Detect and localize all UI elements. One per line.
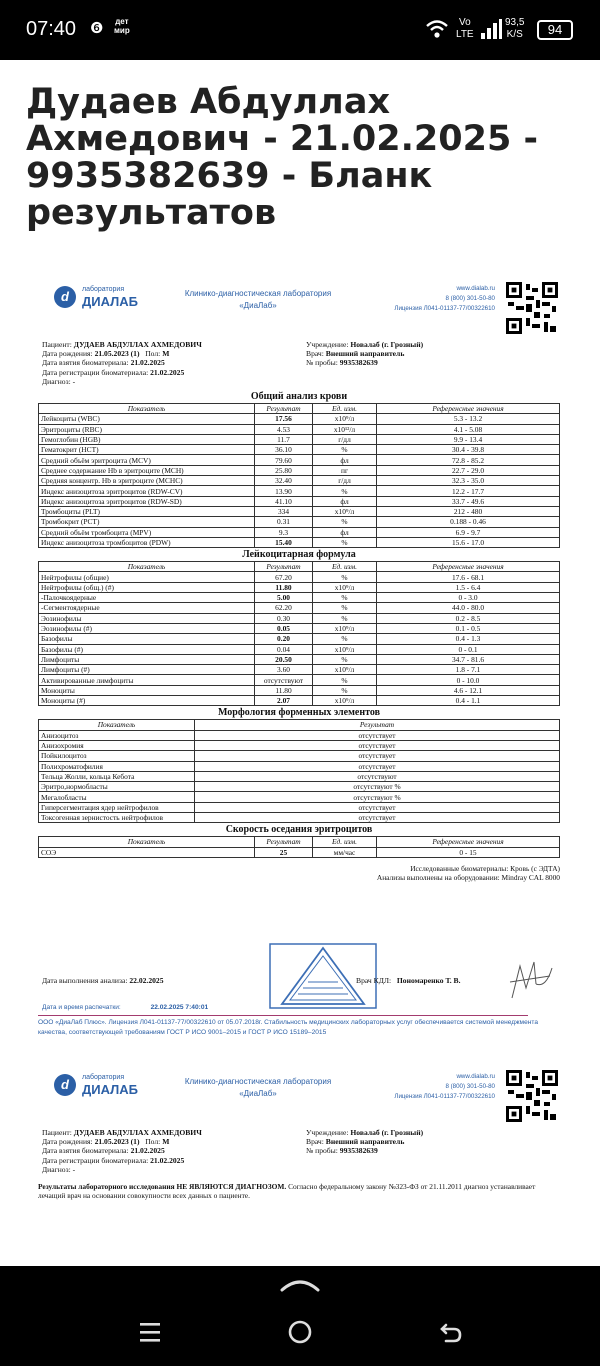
battery-icon: 94 xyxy=(537,20,573,40)
reference-cell: 0.4 - 1.1 xyxy=(377,696,560,706)
reference-cell: 4.1 - 5.08 xyxy=(377,424,560,434)
sample-date-label: Дата взятия биоматериала: xyxy=(42,1146,129,1156)
reg-date-label: Дата регистрации биоматериала: xyxy=(42,367,149,377)
table-row xyxy=(39,537,560,547)
app-label-1: дет xyxy=(115,17,129,26)
indicator-cell: Лейкоциты (WBC) xyxy=(39,414,255,424)
result-cell: 20.50 xyxy=(255,654,313,664)
result-cell: 0.31 xyxy=(255,517,313,527)
indicator-cell: Индекс анизоцитоза эритроцитов (RDW-CV) xyxy=(39,486,255,496)
sample-no-label: № пробы: xyxy=(306,358,338,368)
result-cell: 36.10 xyxy=(255,445,313,455)
col-unit: Ед. изм. xyxy=(313,404,377,414)
unit-cell: мм/час xyxy=(313,847,377,857)
indicator-cell: Пойкилоцитоз xyxy=(39,751,195,761)
notes xyxy=(38,858,560,888)
lab-description-line2: «ДиаЛаб» xyxy=(239,1089,277,1098)
result-cell: 25.80 xyxy=(255,465,313,475)
sex-label: Пол: xyxy=(145,1137,161,1147)
col-indicator: Показатель xyxy=(39,837,255,847)
unit-cell: % xyxy=(313,603,377,613)
result-cell: 11.7 xyxy=(255,434,313,444)
app-label-2: мир xyxy=(114,26,130,35)
unit-cell: фл xyxy=(313,455,377,465)
reference-cell: 0.1 - 0.5 xyxy=(377,623,560,633)
result-cell: 15.40 xyxy=(255,537,313,547)
doctor-label: Врач: xyxy=(306,1137,324,1147)
unit-cell: г/дл xyxy=(313,476,377,486)
sample-date-label: Дата взятия биоматериала: xyxy=(42,358,129,368)
indicator-cell: Эритроциты (RBC) xyxy=(39,424,255,434)
clock: 07:40 xyxy=(26,18,77,40)
indicator-cell: Лимфоциты xyxy=(39,654,255,664)
reference-cell: 32.3 - 35.0 xyxy=(377,476,560,486)
dob-value: 21.05.2023 (1) xyxy=(94,349,140,359)
reference-cell: 34.7 - 81.6 xyxy=(377,654,560,664)
back-icon[interactable] xyxy=(438,1319,464,1345)
report-page-1 xyxy=(38,278,560,888)
result-cell: отсутствуют % xyxy=(195,782,560,792)
qr-code-icon xyxy=(506,1070,558,1122)
unit-cell: % xyxy=(313,634,377,644)
unit-cell: % xyxy=(313,654,377,664)
result-cell: 0.04 xyxy=(255,644,313,654)
lab-logo-icon: d xyxy=(54,286,76,308)
kdl-doctor-label: Врач КДЛ: xyxy=(356,976,392,985)
result-cell: 0.30 xyxy=(255,613,313,623)
sample-no-value: 9935382639 xyxy=(339,1146,378,1156)
table-row xyxy=(39,675,560,685)
col-indicator: Показатель xyxy=(39,720,195,730)
indicator-cell: Моноциты (#) xyxy=(39,696,255,706)
unit-cell: % xyxy=(313,593,377,603)
table-row xyxy=(39,696,560,706)
sample-date: 21.02.2025 xyxy=(130,1146,165,1156)
unit-cell: фл xyxy=(313,527,377,537)
reference-cell: 1.8 - 7.1 xyxy=(377,665,560,675)
signature-area xyxy=(38,940,560,1060)
result-cell: 0.05 xyxy=(255,623,313,633)
unit-cell: фл xyxy=(313,496,377,506)
morph-rows xyxy=(39,730,560,823)
table-row xyxy=(39,761,560,771)
lab-description-line1: Клинико-диагностическая лаборатория xyxy=(184,289,332,298)
esr-table xyxy=(38,836,560,858)
network-vo: Vo xyxy=(458,17,471,28)
result-cell: отсутствует xyxy=(195,730,560,740)
table-row xyxy=(39,782,560,792)
unit-cell: % xyxy=(313,445,377,455)
indicator-cell: Моноциты xyxy=(39,685,255,695)
wifi-icon xyxy=(425,18,449,40)
result-cell: 17.56 xyxy=(255,414,313,424)
doctor-value: Внешний направитель xyxy=(325,1137,405,1147)
reference-cell: 212 - 480 xyxy=(377,506,560,516)
col-result: Результат xyxy=(255,837,313,847)
indicator-cell: Гемоглобин (HGB) xyxy=(39,434,255,444)
navigation-bar xyxy=(0,1266,600,1366)
reference-cell: 44.0 - 80.0 xyxy=(377,603,560,613)
result-cell: 0.20 xyxy=(255,634,313,644)
indicator-cell: Анизоцитоз xyxy=(39,730,195,740)
unit-cell: % xyxy=(313,685,377,695)
col-indicator: Показатель xyxy=(39,562,255,572)
unit-cell: x10⁹/л xyxy=(313,414,377,424)
table-row xyxy=(39,414,560,424)
col-result: Результат xyxy=(255,404,313,414)
indicator-cell: Лимфоциты (#) xyxy=(39,665,255,675)
indicator-cell: Анизохромия xyxy=(39,740,195,750)
result-cell: отсутствуют xyxy=(195,771,560,781)
indicator-cell: Эритро,нормобласты xyxy=(39,782,195,792)
cbc-title: Общий анализ крови xyxy=(250,391,348,402)
reference-cell: 0.2 - 8.5 xyxy=(377,613,560,623)
unit-cell: % xyxy=(313,537,377,547)
table-header-row xyxy=(39,720,560,730)
dob-value: 21.05.2023 (1) xyxy=(94,1137,140,1147)
patient-name: ДУДАЕВ АБДУЛЛАХ АХМЕДОВИЧ xyxy=(73,1128,202,1137)
result-cell: 334 xyxy=(255,506,313,516)
indicator-cell: Средний объём тромбоцита (MPV) xyxy=(39,527,255,537)
col-reference: Референсные значения xyxy=(377,404,560,414)
footer-text: ООО «ДиаЛаб Плюс». Лицензия Л041-01137-77/00322610 от 05.07.2018г. Стабильность медицинских лабораторных услуг обеспечивается системой менеджмента качества, соответствующей требованиям ГОСТ Р ИСО 9001–2015 и ГОСТ Р ИСО 15189–2015 xyxy=(38,1019,539,1036)
table-row xyxy=(39,527,560,537)
patient-name-label: Пациент: xyxy=(42,340,72,349)
table-row xyxy=(39,812,560,822)
col-result: Результат xyxy=(255,562,313,572)
indicator-cell: Индекс анизоцитоза тромбоцитов (PDW) xyxy=(39,537,255,547)
result-cell: отсутствует xyxy=(195,761,560,771)
reference-cell: 33.7 - 49.6 xyxy=(377,496,560,506)
qr-code-icon xyxy=(506,282,558,334)
table-row xyxy=(39,593,560,603)
kdl-doctor-line xyxy=(356,976,461,985)
reference-cell: 0.4 - 1.3 xyxy=(377,634,560,644)
table-row xyxy=(39,424,560,434)
unit-cell: x10¹²/л xyxy=(313,424,377,434)
institution-label: Учреждение: xyxy=(306,340,349,349)
sample-date: 21.02.2025 xyxy=(130,358,165,368)
indicator-cell: Тельца Жолли, кольца Кебота xyxy=(39,771,195,781)
reg-date: 21.02.2025 xyxy=(150,1155,185,1165)
unit-cell: пг xyxy=(313,465,377,475)
cbc-rows xyxy=(39,414,560,548)
result-cell: отсутствуют xyxy=(255,675,313,685)
lab-header xyxy=(38,1066,560,1126)
lab-contacts xyxy=(348,1072,495,1102)
table-row xyxy=(39,496,560,506)
logo-small-text: лаборатория xyxy=(82,1074,125,1081)
sex-value: М xyxy=(162,1137,170,1147)
indicator-cell: Активированные лимфоциты xyxy=(39,675,255,685)
execution-date-label: Дата выполнения анализа: xyxy=(42,976,128,985)
indicator-cell: Средняя концентр. Hb в эритроците (MCHC) xyxy=(39,476,255,486)
reg-date-label: Дата регистрации биоматериала: xyxy=(42,1155,149,1165)
table-row xyxy=(39,751,560,761)
indicator-cell: Базофилы xyxy=(39,634,255,644)
lab-description xyxy=(168,1076,348,1100)
leuko-title: Лейкоцитарная формула xyxy=(242,549,356,561)
network-type xyxy=(456,17,474,41)
unit-cell: г/дл xyxy=(313,434,377,444)
table-row xyxy=(39,665,560,675)
lab-website: www.dialab.ru xyxy=(456,285,495,292)
table-row xyxy=(39,740,560,750)
result-cell: отсутствуют % xyxy=(195,792,560,802)
reference-cell: 15.6 - 17.0 xyxy=(377,537,560,547)
col-reference: Референсные значения xyxy=(377,562,560,572)
indicator-cell: Тромбоциты (PLT) xyxy=(39,506,255,516)
unit-cell: x10⁹/л xyxy=(313,644,377,654)
unit-cell: x10⁹/л xyxy=(313,623,377,633)
reg-date: 21.02.2025 xyxy=(150,367,185,377)
indicator-cell: Среднее содержание Hb в эритроците (MCH) xyxy=(39,465,255,475)
indicator-cell: Токсогенная зернистость нейтрофилов xyxy=(39,812,195,822)
lab-website: www.dialab.ru xyxy=(456,1073,495,1080)
table-row xyxy=(39,486,560,496)
reference-cell: 0.188 - 0.46 xyxy=(377,517,560,527)
result-cell: 3.60 xyxy=(255,665,313,675)
reference-cell: 5.3 - 13.2 xyxy=(377,414,560,424)
sample-no-label: № пробы: xyxy=(306,1146,338,1156)
lab-license: Лицензия Л041-01137-77/00322610 xyxy=(394,305,495,312)
col-unit: Ед. изм. xyxy=(313,837,377,847)
table-header-row xyxy=(39,404,560,414)
table-header-row xyxy=(39,837,560,847)
signature-icon xyxy=(506,958,556,1002)
report-page-2 xyxy=(38,1066,560,1201)
logo-small-text: лаборатория xyxy=(82,286,125,293)
result-cell: 32.40 xyxy=(255,476,313,486)
unit-cell: x10⁹/л xyxy=(313,696,377,706)
indicator-cell: -Сегментоядерные xyxy=(39,603,255,613)
disclaimer-bold: Результаты лабораторного исследования НЕ ЯВЛЯЮТСЯ ДИАГНОЗОМ. xyxy=(38,1182,287,1191)
dob-label: Дата рождения: xyxy=(42,349,93,359)
patient-name-label: Пациент: xyxy=(42,1128,72,1137)
indicator-cell: Мегалобласты xyxy=(39,792,195,802)
institution-value: Новалаб (г. Грозный) xyxy=(350,1128,424,1137)
table-row xyxy=(39,685,560,695)
diagnosis-label: Диагноз: xyxy=(42,376,71,386)
table-row xyxy=(39,582,560,592)
diagnosis-value: - xyxy=(72,376,76,386)
indicator-cell: Эозинофилы (#) xyxy=(39,623,255,633)
kdl-doctor: Пономаренко Т. В. xyxy=(396,976,461,985)
unit-cell: x10⁹/л xyxy=(313,506,377,516)
table-row xyxy=(39,517,560,527)
result-cell: 11.80 xyxy=(255,582,313,592)
table-row xyxy=(39,802,560,812)
reference-cell: 9.9 - 13.4 xyxy=(377,434,560,444)
indicator-cell: Базофилы (#) xyxy=(39,644,255,654)
col-result: Результат xyxy=(195,720,560,730)
table-row xyxy=(39,455,560,465)
print-date: 22.02.2025 7:40:01 xyxy=(150,1004,209,1011)
result-cell: 67.20 xyxy=(255,572,313,582)
diagnosis-label: Диагноз: xyxy=(42,1164,71,1174)
table-header-row xyxy=(39,562,560,572)
table-row xyxy=(39,465,560,475)
result-cell: отсутствует xyxy=(195,802,560,812)
indicator-cell: Нейтрофилы (общ.) (#) xyxy=(39,582,255,592)
indicator-cell: Эозинофилы xyxy=(39,613,255,623)
doctor-value: Внешний направитель xyxy=(325,349,405,359)
unit-cell: x10⁹/л xyxy=(313,665,377,675)
result-cell: 2.07 xyxy=(255,696,313,706)
home-icon[interactable] xyxy=(287,1319,313,1345)
table-row xyxy=(39,847,560,857)
morph-table xyxy=(38,719,560,823)
status-bar xyxy=(0,0,600,60)
net-speed xyxy=(505,17,524,41)
col-indicator: Показатель xyxy=(39,404,255,414)
table-row xyxy=(39,476,560,486)
biomaterial-note: Исследованные биоматериалы: Кровь (с ЭДТА) xyxy=(410,863,560,873)
result-cell: 62.20 xyxy=(255,603,313,613)
table-row xyxy=(39,654,560,664)
unit-cell: x10⁹/л xyxy=(313,582,377,592)
print-date-label: Дата и время распечатки: xyxy=(42,1004,121,1011)
table-row xyxy=(39,434,560,444)
lab-phone: 8 (800) 301-50-80 xyxy=(445,1083,495,1090)
reference-cell: 30.4 - 39.8 xyxy=(377,445,560,455)
esr-title: Скорость оседания эритроцитов xyxy=(225,824,373,836)
indicator-cell: Индекс анизоцитоза эритроцитов (RDW-SD) xyxy=(39,496,255,506)
patient-name: ДУДАЕВ АБДУЛЛАХ АХМЕДОВИЧ xyxy=(73,340,202,349)
table-row xyxy=(39,572,560,582)
unit-cell: % xyxy=(313,486,377,496)
morph-title: Морфология форменных элементов xyxy=(217,707,381,719)
reference-cell: 0 - 0.1 xyxy=(377,644,560,654)
table-row xyxy=(39,623,560,633)
page-title: Дудаев Абдуллах Ахмедович - 21.02.2025 - 9935382639 - Бланк результатов xyxy=(26,82,539,233)
col-reference: Референсные значения xyxy=(377,837,560,847)
indicator-cell: Гиперсегментация ядер нейтрофилов xyxy=(39,802,195,812)
logo-name: ДИАЛАБ xyxy=(82,294,139,309)
result-cell: отсутствует xyxy=(195,751,560,761)
table-row xyxy=(39,730,560,740)
reference-cell: 22.7 - 29.0 xyxy=(377,465,560,475)
institution-value: Новалаб (г. Грозный) xyxy=(350,340,424,349)
patient-info xyxy=(38,1126,560,1178)
col-unit: Ед. изм. xyxy=(313,562,377,572)
lab-header xyxy=(38,278,560,338)
table-row xyxy=(39,644,560,654)
lab-description-line2: «ДиаЛаб» xyxy=(239,301,277,310)
lab-description xyxy=(168,288,348,312)
app-notification-icon xyxy=(114,17,130,35)
diagnosis-value: - xyxy=(72,1164,76,1174)
indicator-cell: Средний объём эритроцита (MCV) xyxy=(39,455,255,465)
reference-cell: 0 - 10.0 xyxy=(377,675,560,685)
result-cell: 5.00 xyxy=(255,593,313,603)
execution-date: 22.02.2025 xyxy=(129,976,164,985)
result-cell: 25 xyxy=(255,847,313,857)
signal-icon xyxy=(480,18,502,40)
net-speed-unit: K/S xyxy=(506,29,523,40)
leuko-table xyxy=(38,561,560,706)
chevron-up-icon[interactable] xyxy=(278,1276,322,1294)
result-cell: 41.10 xyxy=(255,496,313,506)
lab-logo-icon: d xyxy=(54,1074,76,1096)
sex-label: Пол: xyxy=(145,349,161,359)
indicator-cell: СОЭ xyxy=(39,847,255,857)
sex-value: М xyxy=(162,349,170,359)
reference-cell: 4.6 - 12.1 xyxy=(377,685,560,695)
patient-info xyxy=(38,338,560,390)
institution-label: Учреждение: xyxy=(306,1128,349,1137)
lab-description-line1: Клинико-диагностическая лаборатория xyxy=(184,1077,332,1086)
lab-phone: 8 (800) 301-50-80 xyxy=(445,295,495,302)
menu-icon[interactable] xyxy=(138,1320,162,1344)
result-cell: 11.80 xyxy=(255,685,313,695)
table-row xyxy=(39,445,560,455)
logo-name: ДИАЛАБ xyxy=(82,1082,139,1097)
cbc-table xyxy=(38,403,560,548)
dob-label: Дата рождения: xyxy=(42,1137,93,1147)
result-cell: отсутствует xyxy=(195,812,560,822)
unit-cell: % xyxy=(313,517,377,527)
print-date-line xyxy=(42,1004,208,1011)
divider xyxy=(38,1015,528,1016)
lab-license: Лицензия Л041-01137-77/00322610 xyxy=(394,1093,495,1100)
table-row xyxy=(39,792,560,802)
indicator-cell: Полихроматофилия xyxy=(39,761,195,771)
unit-cell: % xyxy=(313,675,377,685)
result-cell: отсутствует xyxy=(195,740,560,750)
table-row xyxy=(39,613,560,623)
table-row xyxy=(39,771,560,781)
net-speed-value: 93,5 xyxy=(505,17,525,28)
leuko-rows xyxy=(39,572,560,706)
disclaimer-rest: Согласно федеральному закону №323-ФЗ от 21.11.2011 диагноз устанавливает лечащий врач на основании совокупности всех данных о пациенте. xyxy=(38,1182,536,1201)
result-cell: 4.53 xyxy=(255,424,313,434)
unit-cell: % xyxy=(313,572,377,582)
table-row xyxy=(39,603,560,613)
reference-cell: 0 - 15 xyxy=(377,847,560,857)
indicator-cell: Гематокрит (HCT) xyxy=(39,445,255,455)
esr-rows xyxy=(39,847,560,857)
execution-date-line xyxy=(42,976,164,985)
notification-icon: ❻ xyxy=(90,20,104,37)
equipment-note: Анализы выполнены на оборудовании: Mindray CAL 8000 xyxy=(376,872,560,882)
table-row xyxy=(39,634,560,644)
reference-cell: 17.6 - 68.1 xyxy=(377,572,560,582)
reference-cell: 1.5 - 6.4 xyxy=(377,582,560,592)
doctor-label: Врач: xyxy=(306,349,324,359)
table-row xyxy=(39,506,560,516)
network-lte: LTE xyxy=(456,29,474,40)
result-cell: 13.90 xyxy=(255,486,313,496)
disclaimer xyxy=(38,1182,560,1201)
sample-no-value: 9935382639 xyxy=(339,358,378,368)
reference-cell: 72.8 - 85.2 xyxy=(377,455,560,465)
indicator-cell: Тромбокрит (PCT) xyxy=(39,517,255,527)
reference-cell: 12.2 - 17.7 xyxy=(377,486,560,496)
indicator-cell: -Палочкоядерные xyxy=(39,593,255,603)
unit-cell: % xyxy=(313,613,377,623)
reference-cell: 0 - 3.0 xyxy=(377,593,560,603)
lab-contacts xyxy=(348,284,495,314)
result-cell: 79.60 xyxy=(255,455,313,465)
indicator-cell: Нейтрофилы (общие) xyxy=(39,572,255,582)
result-cell: 9.3 xyxy=(255,527,313,537)
reference-cell: 6.9 - 9.7 xyxy=(377,527,560,537)
